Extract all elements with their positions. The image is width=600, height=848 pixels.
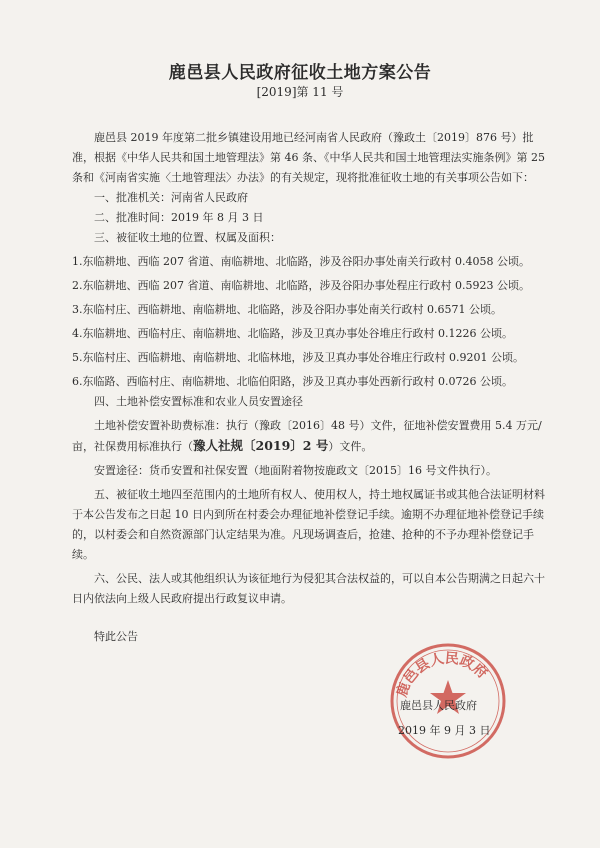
social-security-doc-ref: 豫人社规〔2019〕2 号: [193, 438, 329, 453]
parcel-item: 6.东临路、西临村庄、南临耕地、北临伯阳路，涉及卫真办事处西新行政村 0.0726 公顷。: [72, 375, 513, 388]
resettlement-method: 安置途径：货币安置和社保安置（地面附着物按鹿政文〔2015〕16 号文件执行）。: [94, 464, 497, 477]
signatory: 鹿邑县人民政府: [400, 699, 477, 712]
document-number: [2019]第 11 号: [256, 85, 344, 99]
seal-arc-text: 鹿邑县人民政府: [393, 650, 491, 700]
closing-phrase: 特此公告: [94, 630, 138, 643]
social-security-suffix: ）文件。: [328, 440, 373, 453]
appeal-paragraph: 六、公民、法人或其他组织认为该征地行为侵犯其合法权益的，可以自本公告期满之日起六十日内依法向上级人民政府提出行政复议申请。: [72, 572, 545, 605]
approval-date: 二、批准时间：2019 年 8 月 3 日: [94, 211, 264, 224]
social-security-standard: [72, 436, 548, 457]
parcel-item: 3.东临村庄、西临耕地、南临耕地、北临路，涉及谷阳办事处南关行政村 0.6571 公顷。: [72, 303, 502, 316]
intro-paragraph: 鹿邑县 2019 年度第二批乡镇建设用地已经河南省人民政府（豫政土〔2019〕876 号）批准，根据《中华人民共和国土地管理法》第 46 条、《中华人民共和国土地管理法实施条例》第 25 条和《河南省实施〈土地管理法〉办法》的有关规定，现将批准征收土地的有关事项公告如下：: [72, 131, 545, 184]
social-security-prefix: 亩，社保费用标准执行（: [72, 440, 193, 453]
parcel-item: 1.东临耕地、西临 207 省道、南临耕地、北临路，涉及谷阳办事处南关行政村 0.4058 公顷。: [72, 255, 530, 268]
section-heading-location: 三、被征收土地的位置、权属及面积：: [94, 231, 281, 244]
parcel-item: 2.东临耕地、西临 207 省道、南临耕地、北临路，涉及谷阳办事处程庄行政村 0.5923 公顷。: [72, 279, 530, 292]
parcel-item: 4.东临耕地、西临村庄、南临耕地、北临路，涉及卫真办事处谷堆庄行政村 0.1226 公顷。: [72, 327, 513, 340]
compensation-standard: 土地补偿安置补助费标准：执行（豫政〔2016〕48 号）文件，征地补偿安置费用 5.4 万元/: [94, 419, 542, 432]
notice-body: [72, 128, 548, 609]
page-title: 鹿邑县人民政府征收土地方案公告: [168, 63, 432, 83]
parcel-item: 5.东临村庄、西临耕地、南临耕地、北临林地，涉及卫真办事处谷堆庄行政村 0.9201 公顷。: [72, 351, 524, 364]
approval-authority: 一、批准机关：河南省人民政府: [94, 191, 248, 204]
section-heading-compensation: 四、土地补偿安置标准和农业人员安置途径: [94, 395, 303, 408]
signature-date: 2019 年 9 月 3 日: [398, 724, 491, 737]
registration-paragraph: 五、被征收土地四至范围内的土地所有权人、使用权人，持土地权属证书或其他合法证明材料于本公告发布之日起 10 日内到所在村委会办理征地补偿登记手续。逾期不办理征地补偿登记手续的，以村委会和自然资源部门认定结果为准。凡现场调查后，抢建、抢种的不予办理补偿登记手续。: [72, 488, 545, 561]
